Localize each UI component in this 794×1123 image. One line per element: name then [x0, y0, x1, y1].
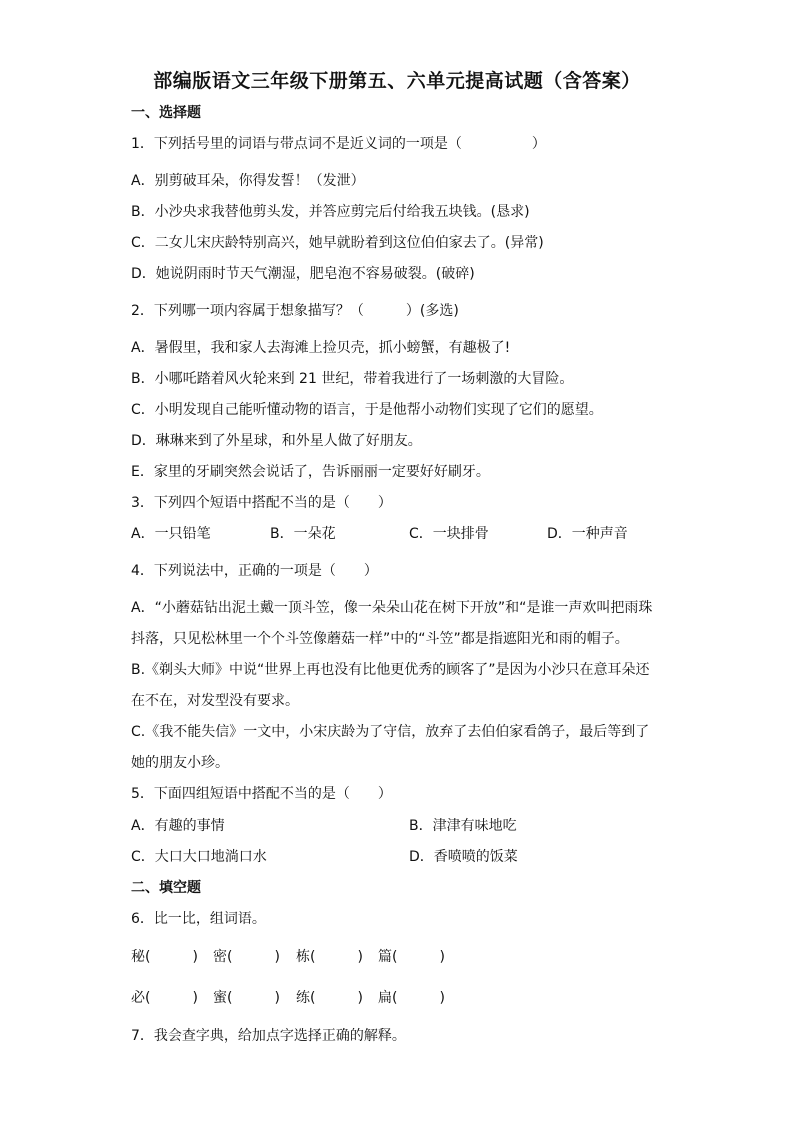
question-6-item: 栋( ): [296, 949, 363, 965]
question-4-option-c-line1: C.《我不能失信》一文中，小宋庆龄为了守信，放弃了去伯伯家看鸽子，最后等到了: [131, 724, 650, 740]
question-6-item: 练( ): [296, 990, 363, 1006]
question-6-stem: 6．比一比，组词语。: [131, 911, 266, 927]
question-3-stem: 3．下列四个短语中搭配不当的是（ ）: [131, 495, 392, 511]
question-2-option-d: D．琳琳来到了外星球，和外星人做了好朋友。: [131, 433, 422, 449]
question-2-stem: 2．下列哪一项内容属于想象描写？（ ）(多选): [131, 303, 459, 319]
question-6-item: 密( ): [213, 949, 280, 965]
question-2-option-a: A．暑假里，我和家人去海滩上捡贝壳，抓小螃蟹，有趣极了!: [131, 340, 511, 356]
question-1-stem: 1．下列括号里的词语与带点词不是近义词的一项是（ ）: [131, 136, 546, 152]
question-1-option-d: D．她说阴雨时节天气潮湿，肥皂泡不容易破裂。(破碎): [131, 266, 475, 282]
question-4-option-b-line1: B.《剃头大师》中说“世界上再也没有比他更优秀的顾客了”是因为小沙只在意耳朵还: [131, 662, 650, 678]
question-4-option-c-line2: 她的朋友小珍。: [131, 755, 229, 771]
question-6-item: 蜜( ): [213, 990, 280, 1006]
question-1-option-a: A．别剪破耳朵，你得发誓！（发泄）: [131, 173, 365, 189]
question-6-item: 篇( ): [378, 949, 445, 965]
question-4-option-a-line1: A．“小蘑菇钻出泥土戴一顶斗笠，像一朵朵山花在树下开放”和“是谁一声欢叫把雨珠: [131, 600, 653, 616]
question-3-option-b: B．一朵花: [270, 526, 336, 542]
question-6-item: 扁( ): [378, 990, 445, 1006]
question-4-option-b-line2: 在不在，对发型没有要求。: [131, 693, 299, 709]
question-4-stem: 4．下列说法中，正确的一项是（ ）: [131, 563, 378, 579]
question-7-stem: 7．我会查字典，给加点字选择正确的解释。: [131, 1028, 406, 1044]
question-3-option-c: C．一块排骨: [409, 526, 489, 542]
question-5-option-c: C．大口大口地淌口水: [131, 849, 267, 865]
question-5-option-b: B．津津有味地吃: [409, 818, 517, 834]
question-4-option-a-line2: 抖落，只见松林里一个个斗笠像蘑菇一样”中的“斗笠”都是指遮阳光和雨的帽子。: [131, 631, 629, 647]
question-6-item: 必( ): [131, 990, 198, 1006]
document-title: 部编版语文三年级下册第五、六单元提高试题（含答案）: [153, 70, 641, 92]
question-5-stem: 5．下面四组短语中搭配不当的是（ ）: [131, 786, 392, 802]
question-2-option-b: B．小哪吒踏着风火轮来到 21 世纪，带着我进行了一场刺激的大冒险。: [131, 371, 574, 387]
question-2-option-e: E．家里的牙刷突然会说话了，告诉丽丽一定要好好刷牙。: [131, 464, 490, 480]
question-6-item: 秘( ): [131, 949, 198, 965]
question-5-option-d: D．香喷喷的饭菜: [409, 849, 518, 865]
question-1-option-b: B．小沙央求我替他剪头发，并答应剪完后付给我五块钱。(恳求): [131, 204, 530, 220]
section-heading-fill: 二、填空题: [131, 880, 201, 896]
question-2-option-c: C．小明发现自己能听懂动物的语言，于是他帮小动物们实现了它们的愿望。: [131, 402, 603, 418]
question-3-option-d: D．一种声音: [547, 526, 628, 542]
question-1-option-c: C．二女儿宋庆龄特别高兴，她早就盼着到这位伯伯家去了。(异常): [131, 235, 544, 251]
question-5-option-a: A．有趣的事情: [131, 818, 225, 834]
question-3-option-a: A．一只铅笔: [131, 526, 211, 542]
section-heading-choice: 一、选择题: [131, 105, 201, 121]
